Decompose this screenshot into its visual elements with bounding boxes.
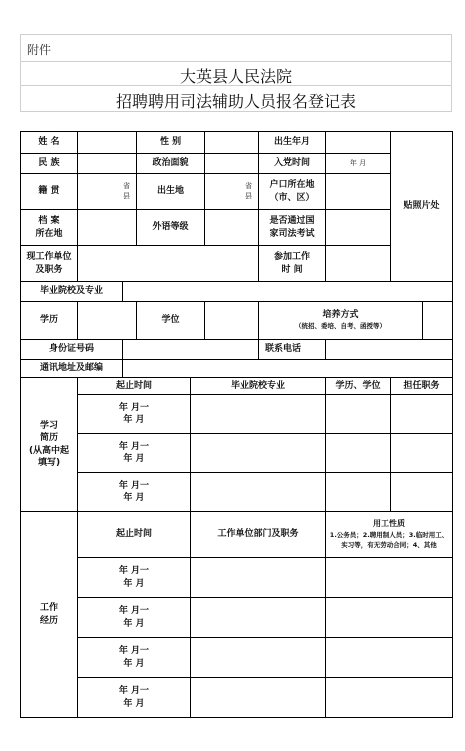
ethnicity-label: 民 族	[21, 154, 78, 174]
header-attachment-row	[20, 34, 452, 62]
study-row-to: 年 月	[123, 415, 145, 425]
work-row-time[interactable]	[78, 638, 191, 678]
header-court-row	[20, 62, 452, 86]
hukou-field[interactable]	[326, 174, 391, 210]
study-row-post[interactable]	[391, 473, 453, 512]
work-col-time: 起止时间	[78, 512, 191, 558]
work-start-label-line2: 时 间	[281, 264, 303, 275]
study-row-school[interactable]	[191, 473, 326, 512]
gender-field[interactable]	[205, 132, 259, 154]
work-header-row	[21, 512, 453, 558]
study-col-school: 毕业院校专业	[191, 378, 326, 395]
row-ethnicity	[21, 154, 453, 174]
foreign-lang-label: 外语等级	[137, 210, 205, 246]
study-row-time[interactable]	[78, 434, 191, 473]
study-row-degree[interactable]	[326, 473, 391, 512]
work-unit-label	[21, 246, 78, 282]
work-start-label	[259, 246, 326, 282]
education-label: 学历	[21, 302, 78, 340]
work-col-emp-type	[326, 512, 453, 558]
training-mode-note: （统招、委培、自考、函授等）	[295, 322, 387, 331]
native-field[interactable]	[78, 174, 137, 210]
study-col-time: 起止时间	[78, 378, 191, 395]
row-grad-school	[21, 282, 453, 302]
work-row-from: 年 月一	[118, 646, 150, 657]
foreign-lang-field[interactable]	[205, 210, 259, 246]
photo-label: 贴照片处	[403, 201, 440, 212]
work-row-to: 年 月	[123, 578, 145, 589]
emp-type-note-2: 实习等，有无劳动合同；4、其他	[341, 540, 437, 549]
archive-field[interactable]	[78, 210, 137, 246]
party-time-label: 入党时间	[259, 154, 326, 174]
work-row-emp-type[interactable]	[326, 638, 453, 678]
work-row-unit[interactable]	[191, 598, 326, 638]
work-row-unit[interactable]	[191, 558, 326, 598]
study-row-to: 年 月	[123, 454, 145, 464]
work-row	[21, 678, 453, 718]
work-row-to: 年 月	[123, 618, 145, 629]
study-side-line1: 学习	[39, 421, 58, 432]
work-unit-label-line2: 及职务	[35, 264, 63, 275]
work-row-from: 年 月一	[118, 686, 150, 697]
year-month-hint: 年 月	[349, 159, 367, 168]
study-side-label	[21, 378, 78, 512]
grad-school-label: 毕业院校及专业	[21, 282, 123, 302]
study-side-line4: 填写)	[37, 457, 61, 468]
study-col-degree: 学历、学位	[326, 378, 391, 395]
row-name	[21, 132, 453, 154]
study-row-post[interactable]	[391, 395, 453, 434]
work-row-time[interactable]	[78, 678, 191, 718]
work-row	[21, 638, 453, 678]
study-row-degree[interactable]	[326, 395, 391, 434]
politics-label: 政治面貌	[137, 154, 205, 174]
work-row	[21, 558, 453, 598]
study-row-to: 年 月	[123, 493, 145, 503]
study-header-row	[21, 378, 453, 395]
row-archive	[21, 210, 453, 246]
address-label: 通讯地址及邮编	[21, 360, 123, 378]
phone-field[interactable]	[326, 340, 453, 360]
work-unit-label-line1: 现工作单位	[26, 252, 72, 263]
work-row-time[interactable]	[78, 558, 191, 598]
hukou-label-line2: （市、区）	[269, 192, 315, 203]
study-col-post: 担任职务	[391, 378, 453, 395]
study-row-degree[interactable]	[326, 434, 391, 473]
native-label: 籍 贯	[21, 174, 78, 210]
registration-form	[20, 131, 453, 718]
form-title: 招聘聘用司法辅助人员报名登记表	[115, 92, 356, 111]
birth-field[interactable]	[326, 132, 391, 154]
work-row-to: 年 月	[123, 698, 145, 709]
row-education	[21, 302, 453, 340]
address-field[interactable]	[123, 360, 453, 378]
ethnicity-field[interactable]	[78, 154, 137, 174]
study-side-line3: (从高中起	[28, 445, 70, 456]
work-row-time[interactable]	[78, 598, 191, 638]
grad-school-field[interactable]	[123, 282, 453, 302]
header-title-row	[20, 86, 452, 112]
birthplace-county-hint: 县	[245, 191, 253, 200]
exam-label-line2: 家司法考试	[269, 228, 315, 239]
work-unit-field[interactable]	[78, 246, 259, 282]
study-row	[21, 473, 453, 512]
study-row	[21, 395, 453, 434]
work-start-label-line1: 参加工作	[274, 252, 311, 263]
court-name: 大英县人民法院	[179, 67, 292, 86]
exam-field[interactable]	[326, 210, 391, 246]
study-row-school[interactable]	[191, 395, 326, 434]
study-row-time[interactable]	[78, 395, 191, 434]
politics-field[interactable]	[205, 154, 259, 174]
attachment-label: 附件	[27, 43, 52, 57]
study-row-time[interactable]	[78, 473, 191, 512]
education-field[interactable]	[78, 302, 137, 340]
hukou-label-line1: 户口所在地	[269, 180, 315, 191]
archive-label	[21, 210, 78, 246]
work-col-unit: 工作单位部门及职务	[191, 512, 326, 558]
party-time-field[interactable]	[326, 154, 391, 174]
birthplace-label: 出生地	[137, 174, 205, 210]
work-side-line1: 工作	[39, 603, 58, 614]
phone-label: 联系电话	[259, 340, 326, 360]
birthplace-province-hint: 省	[245, 182, 253, 191]
exam-label	[259, 210, 326, 246]
archive-label-line1: 档 案	[38, 216, 60, 227]
gender-label: 性 别	[137, 132, 205, 154]
degree-label: 学位	[137, 302, 205, 340]
id-number-label: 身份证号码	[21, 340, 123, 360]
emp-type-note-1: 1.公务员；2.聘用制人员；3.临时用工、	[329, 530, 449, 539]
photo-area[interactable]	[391, 132, 453, 282]
study-row-post[interactable]	[391, 434, 453, 473]
study-row-school[interactable]	[191, 434, 326, 473]
exam-label-line1: 是否通过国	[269, 216, 315, 227]
work-row-to: 年 月	[123, 658, 145, 669]
emp-type-title: 用工性质	[373, 518, 406, 528]
work-side-line2: 经历	[39, 615, 58, 626]
work-row-unit[interactable]	[191, 638, 326, 678]
work-row-unit[interactable]	[191, 678, 326, 718]
work-side-label	[21, 512, 78, 718]
study-row-from: 年 月一	[118, 480, 150, 491]
birthplace-field[interactable]	[205, 174, 259, 210]
study-row	[21, 434, 453, 473]
birth-label: 出生年月	[259, 132, 326, 154]
hukou-label	[259, 174, 326, 210]
work-row-emp-type[interactable]	[326, 558, 453, 598]
county-hint: 县	[123, 191, 130, 200]
work-row-from: 年 月一	[118, 566, 150, 577]
work-row-emp-type[interactable]	[326, 678, 453, 718]
study-side-line2: 简历	[39, 433, 58, 444]
name-label: 姓 名	[21, 132, 78, 154]
province-hint: 省	[123, 182, 130, 191]
study-row-from: 年 月一	[118, 441, 150, 452]
work-row-emp-type[interactable]	[326, 598, 453, 638]
study-row-from: 年 月一	[118, 402, 150, 413]
work-row-from: 年 月一	[118, 606, 150, 617]
row-native	[21, 174, 453, 210]
training-mode-title: 培养方式	[322, 310, 359, 321]
id-number-field[interactable]	[123, 340, 259, 360]
row-id	[21, 340, 453, 360]
row-work-unit	[21, 246, 453, 264]
archive-label-line2: 所在地	[35, 228, 63, 239]
training-mode-field[interactable]	[423, 302, 453, 340]
training-mode-label	[259, 302, 423, 340]
work-row	[21, 598, 453, 638]
degree-field[interactable]	[205, 302, 259, 340]
name-field[interactable]	[78, 132, 137, 154]
row-address	[21, 360, 453, 378]
work-start-field[interactable]	[326, 246, 391, 282]
